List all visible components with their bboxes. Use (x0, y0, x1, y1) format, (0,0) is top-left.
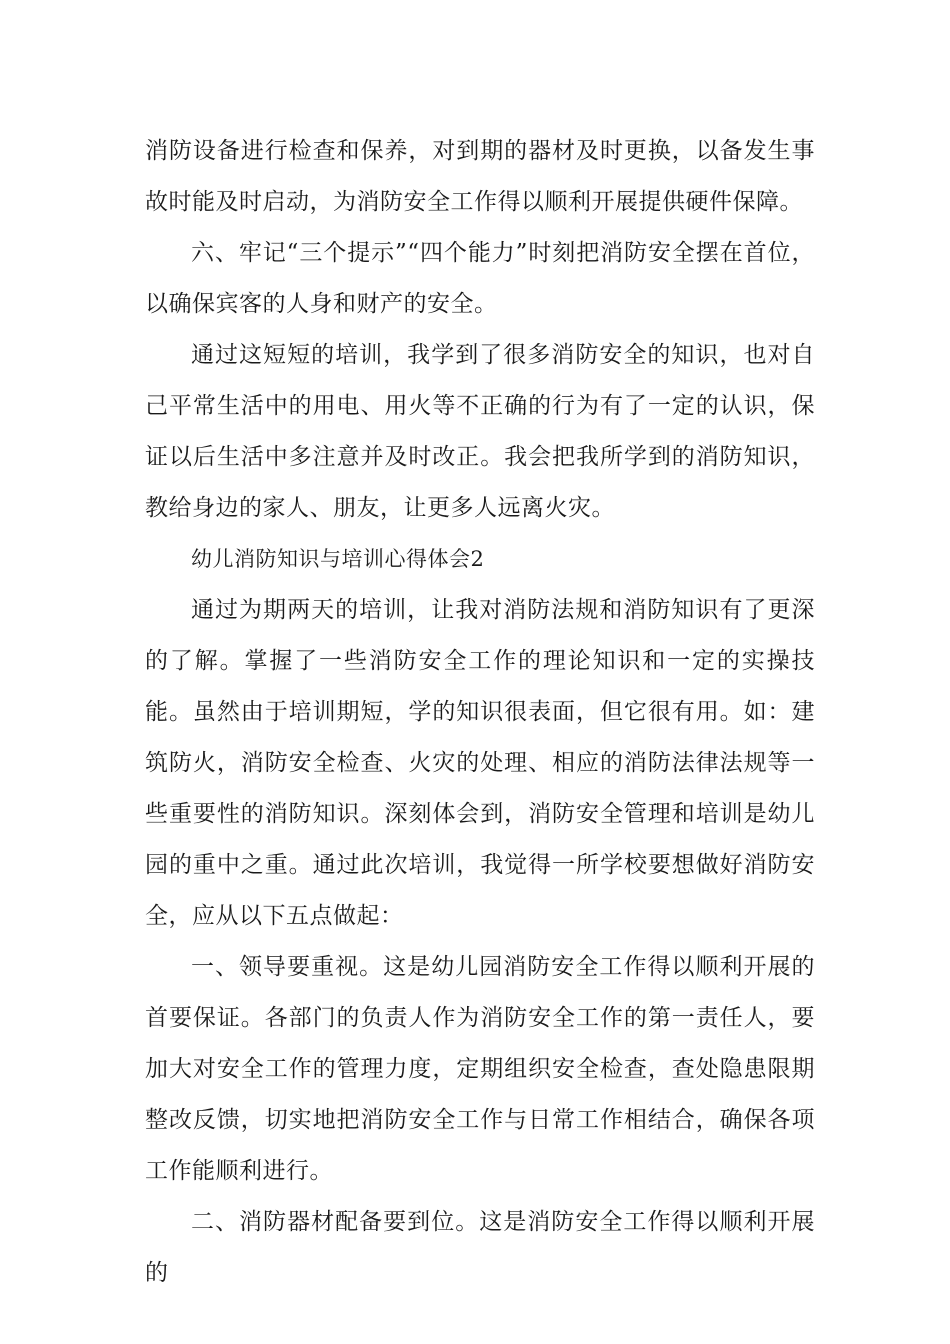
paragraph-intro-two: 通过为期两天的培训，让我对消防法规和消防知识有了更深的了解。掌握了一些消防安全工作的理论知识和一定的实操技能。虽然由于培训期短，学的知识很表面，但它很有用。如：建筑防火，消防安全检查、火灾的处理、相应的消防法律法规等一些重要性的消防知识。深刻体会到，消防安全管理和培训是幼儿园的重中之重。通过此次培训，我觉得一所学校要想做好消防安全，应从以下五点做起： (145, 597, 815, 929)
section-heading: 幼儿消防知识与培训心得体会2 (191, 547, 485, 571)
paragraph-item-two: 二、消防器材配备要到位。这是消防安全工作得以顺利开展的 (145, 1209, 815, 1286)
paragraph-item-six: 六、牢记“三个提示”“四个能力”时刻把消防安全摆在首位，以确保宾客的人身和财产的安全。 (145, 240, 815, 317)
paragraph-item-one: 一、领导要重视。这是幼儿园消防安全工作得以顺利开展的首要保证。各部门的负责人作为消防安全工作的第一责任人，要加大对安全工作的管理力度，定期组织安全检查，查处隐患限期整改反馈，切实地把消防安全工作与日常工作相结合，确保各项工作能顺利进行。 (145, 954, 815, 1184)
paragraph-training-reflection: 通过这短短的培训，我学到了很多消防安全的知识，也对自己平常生活中的用电、用火等不正确的行为有了一定的认识，保证以后生活中多注意并及时改正。我会把我所学到的消防知识，教给身边的家人、朋友，让更多人远离火灾。 (145, 342, 815, 521)
document-body (145, 126, 815, 1299)
paragraph-continuation: 消防设备进行检查和保养，对到期的器材及时更换，以备发生事故时能及时启动，为消防安全工作得以顺利开展提供硬件保障。 (145, 138, 815, 215)
